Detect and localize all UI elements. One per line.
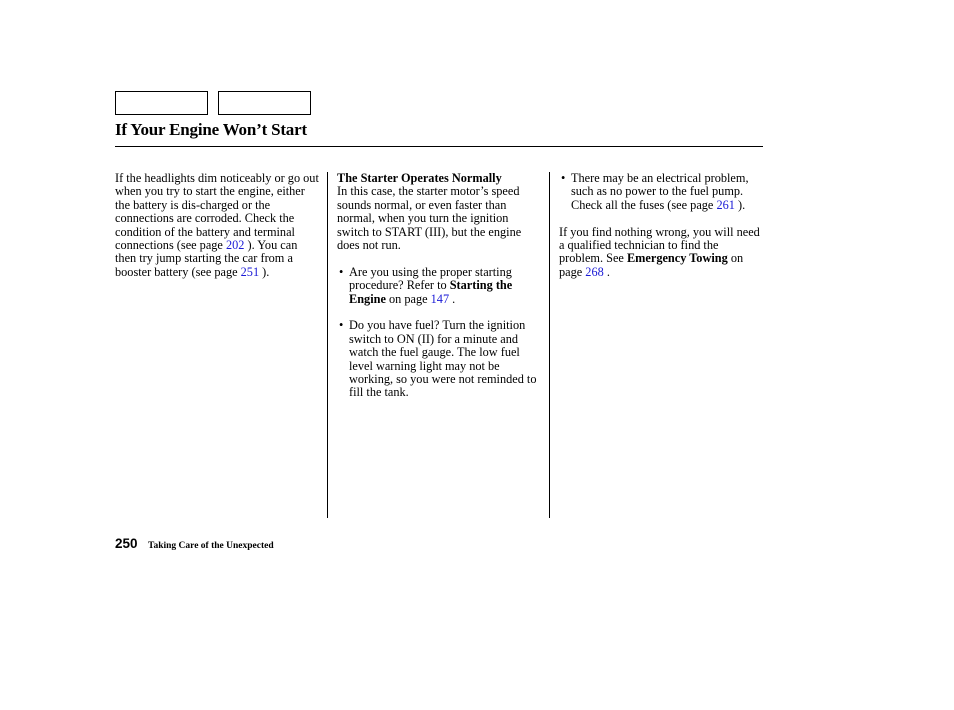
column-divider-2 (549, 172, 550, 518)
starter-intro: In this case, the starter motor’s speed sounds normal, or even faster than normal, when you turn the ignition switch to START (III), but the engine does not run. (337, 184, 522, 253)
page-link-202[interactable]: 202 (225, 238, 245, 253)
list-item (337, 319, 541, 399)
bullet-text: There may be an electrical problem, such as no power to the fuel pump. Check all the fuses (see page (571, 171, 749, 212)
list-item (337, 266, 541, 306)
battery-text-b: ). You can then try jump starting the car from a booster battery (see page (115, 238, 298, 279)
starter-heading (337, 172, 541, 185)
page-link-147[interactable]: 147 (430, 291, 450, 306)
bullet-icon: • (339, 264, 344, 279)
column-1 (115, 172, 321, 279)
starter-heading-text: The Starter Operates Normally (337, 171, 502, 185)
page-link-251[interactable]: 251 (240, 264, 260, 279)
page-number: 250 (115, 536, 138, 551)
list-item (559, 172, 763, 212)
tab-box-left (115, 91, 208, 115)
technician-end-text: . (603, 264, 610, 279)
bullet-text: Are you using the proper starting procedure? Refer to (349, 264, 512, 293)
bullet-end-text: ). (734, 197, 746, 212)
technician-mid-text: on page (559, 251, 744, 279)
tab-box-right (218, 91, 311, 115)
technician-text: If you find nothing wrong, you will need a qualified technician to find the problem. See (559, 224, 760, 266)
bullet-bold-ref: Starting the Engine (349, 278, 513, 306)
bullet-icon: • (339, 318, 344, 333)
column-3 (559, 172, 763, 279)
battery-paragraph (115, 172, 321, 279)
column-divider-1 (327, 172, 328, 518)
section-title: Taking Care of the Unexpected (148, 541, 274, 551)
technician-paragraph (559, 226, 763, 280)
column-2 (337, 172, 541, 400)
battery-text-a: If the headlights dim noticeably or go out when you try to start the engine, either the battery is dis-charged or the connections are corroded. Check the condition of the battery and terminal connections (see page (115, 171, 319, 253)
page-link-268[interactable]: 268 (585, 264, 604, 279)
page-title: If Your Engine Won’t Start (115, 120, 307, 139)
bullet-icon: • (561, 171, 566, 185)
battery-text-c: ). (259, 264, 270, 279)
towing-ref: Emergency Towing (626, 251, 728, 266)
bullet-mid-text: on page (385, 291, 431, 306)
bullet-end-text: . (449, 291, 456, 306)
bullet-electrical (571, 172, 763, 212)
title-rule (115, 146, 763, 147)
bullet-starting-procedure (349, 266, 541, 306)
page-link-261[interactable]: 261 (716, 197, 735, 212)
bullet-fuel: Do you have fuel? Turn the ignition switch to ON (II) for a minute and watch the fuel gauge. The low fuel level warning light may not be working, so you were not reminded to fill the tank. (349, 318, 537, 400)
